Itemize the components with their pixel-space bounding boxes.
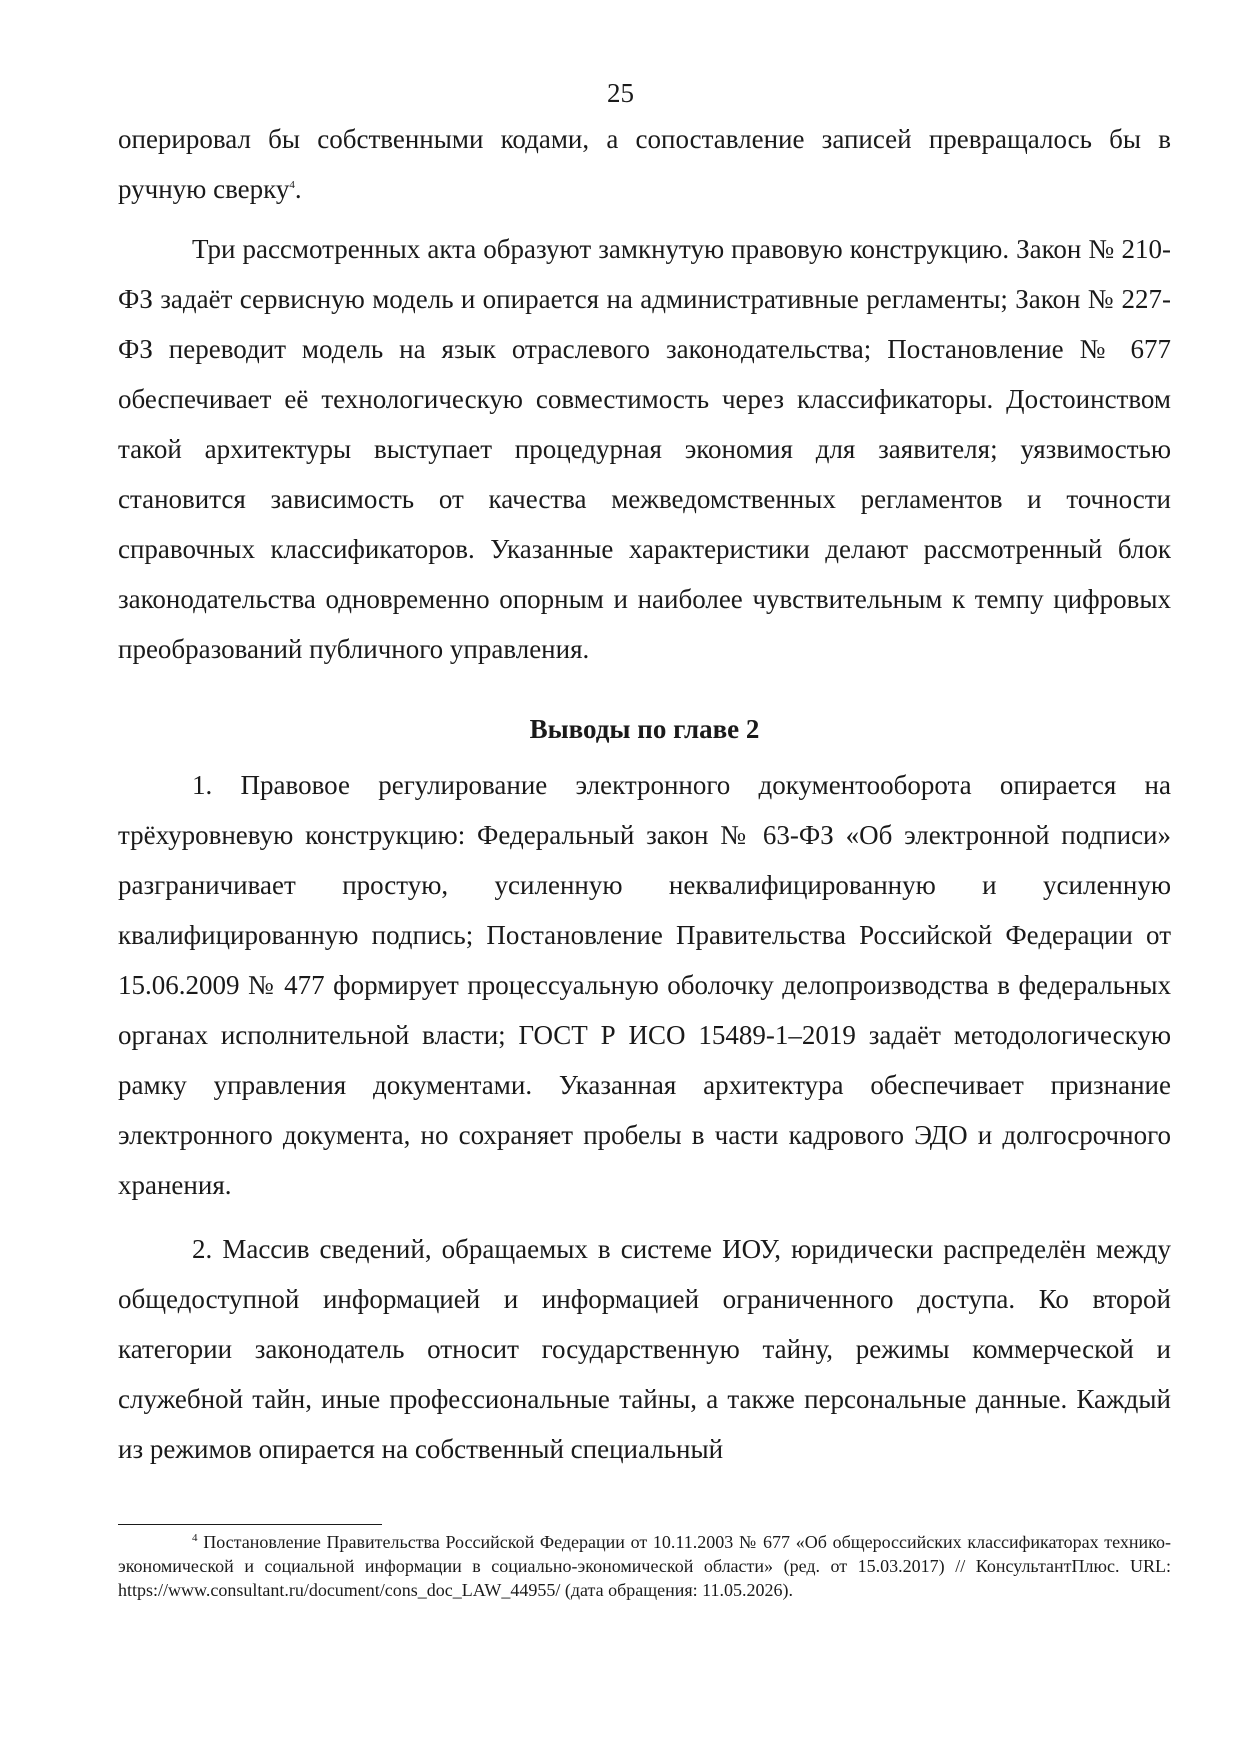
- footnote-separator: [118, 1524, 382, 1525]
- paragraph-summary: Три рассмотренных акта образуют замкнутую правовую конструкцию. Закон № 210-ФЗ задаёт сервисную модель и опирается на административные регламенты; Закон № 227-ФЗ переводит модель на язык отраслевого законодательства; Постановление № 677 обеспечивает её технологическую совместимость через классификаторы. Достоинством такой архитектуры выступает процедурная экономия для заявителя; уязвимостью становится зависимость от качества межведомственных регламентов и точности справочных классификаторов. Указанные характеристики делают рассмотренный блок законодательства одновременно опорным и наиболее чувствительным к темпу цифровых преобразований публичного управления.: [118, 234, 1171, 664]
- conclusion-item-2: 2. Массив сведений, обращаемых в системе ИОУ, юридически распределён между общедоступной информацией и информацией ограниченного доступа. Ко второй категории законодатель относит государственную тайну, режимы коммерческой и служебной тайн, иные профессиональные тайны, а также персональные данные. Каждый из режимов опирается на собственный специальный: [118, 1234, 1171, 1464]
- paragraph-continuation-text: оперировал бы собственными кодами, а сопоставление записей превращалось бы в ручную сверку: [118, 124, 1171, 204]
- footnote: [118, 1530, 1171, 1602]
- paragraph-continuation-tail: .: [294, 174, 302, 204]
- section-heading: Выводы по главе 2: [529, 714, 760, 744]
- footnote-text: Постановление Правительства Российской Федерации от 10.11.2003 № 677 «Об общероссийских классификаторах технико-экономической и социальной информации в социально-экономической области» (ред. от 15.03.2017) // КонсультантПлюс. URL: https://www.consultant.ru/document/cons_doc_LAW_44955/ (дата обращения: 11.05.2026).: [118, 1532, 1171, 1600]
- conclusion-item-1: 1. Правовое регулирование электронного документооборота опирается на трёхуровневую конструкцию: Федеральный закон № 63-ФЗ «Об электронной подписи» разграничивает простую, усиленную неквалифицированную и усиленную квалифицированную подпись; Постановление Правительства Российской Федерации от 15.06.2009 № 477 формирует процессуальную оболочку делопроизводства в федеральных органах исполнительной власти; ГОСТ Р ИСО 15489-1–2019 задаёт методологическую рамку управления документами. Указанная архитектура обеспечивает признание электронного документа, но сохраняет пробелы в части кадрового ЭДО и долгосрочного хранения.: [118, 770, 1171, 1200]
- paragraph-continuation: [118, 114, 1171, 214]
- body-text: [118, 114, 1171, 1474]
- footnote-reference[interactable]: 4: [289, 179, 295, 191]
- footnote-number: 4: [192, 1532, 198, 1544]
- page-number: 25: [607, 78, 634, 108]
